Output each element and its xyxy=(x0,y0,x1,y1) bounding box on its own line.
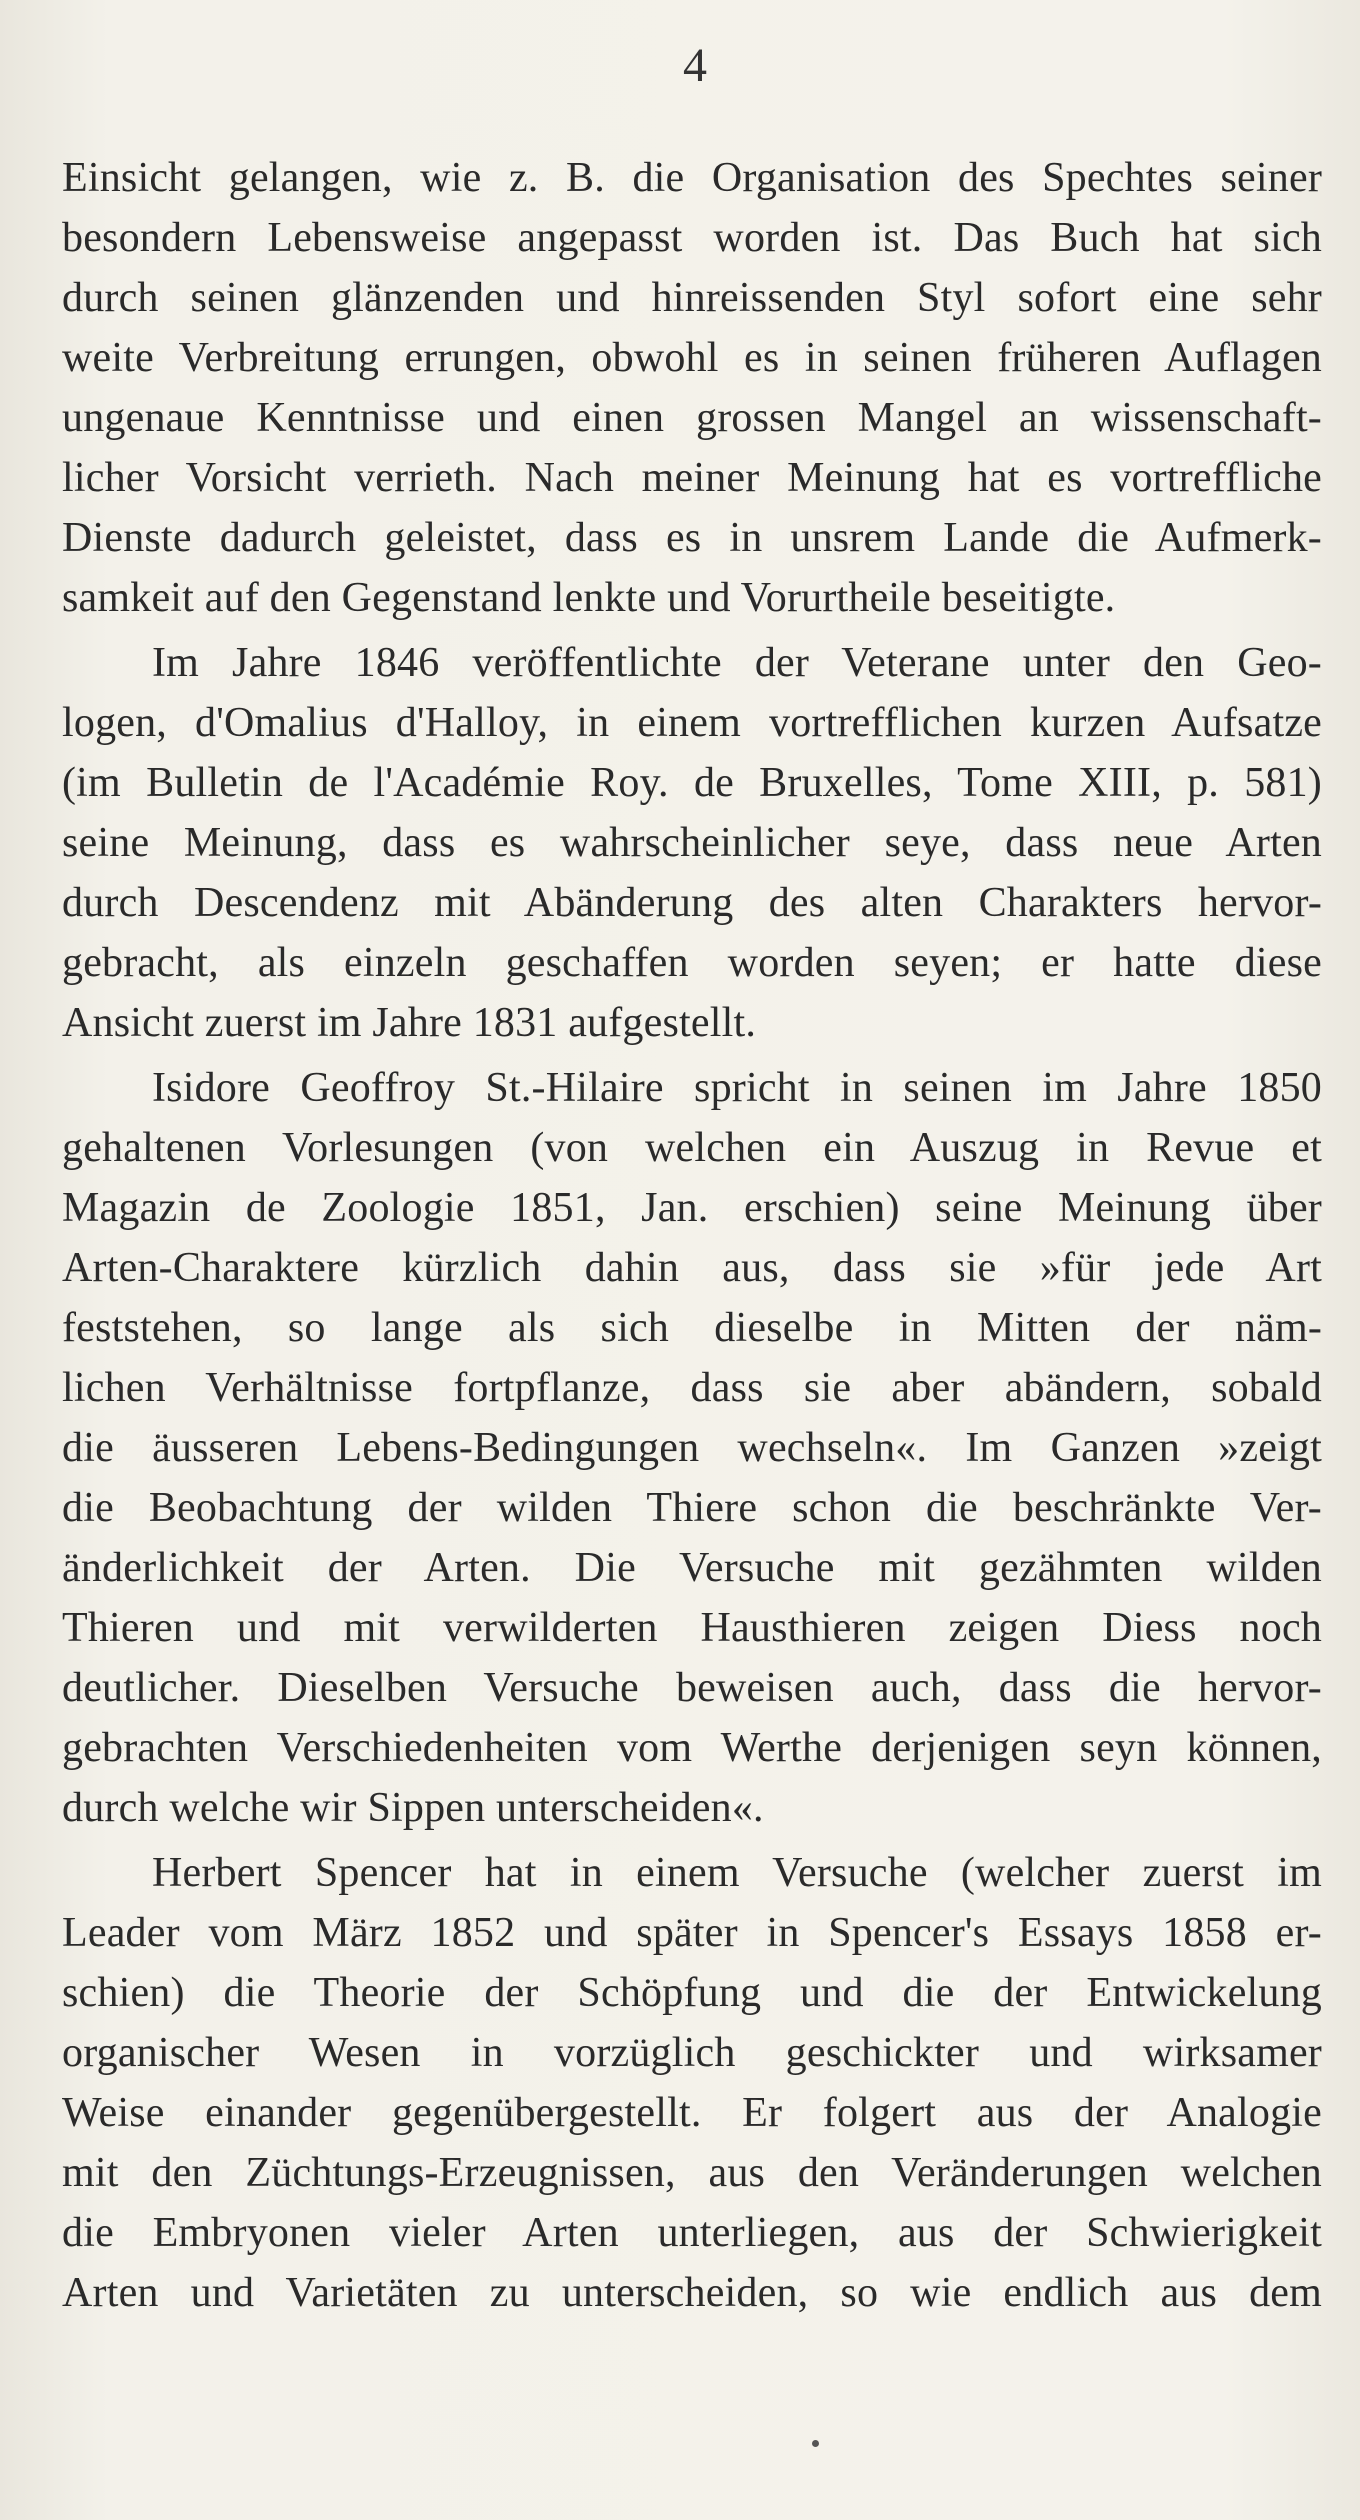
text-line: Leader vom März 1852 und später in Spencer's Essays 1858 er- xyxy=(62,1910,1322,1956)
text-line: licher Vorsicht verrieth. Nach meiner Meinung hat es vortreffliche xyxy=(62,455,1322,501)
text-line: Weise einander gegenübergestellt. Er folgert aus der Analogie xyxy=(62,2090,1322,2136)
text-line: Herbert Spencer hat in einem Versuche (welcher zuerst im xyxy=(152,1850,1322,1896)
text-line: deutlicher. Dieselben Versuche beweisen auch, dass die hervor- xyxy=(62,1665,1322,1711)
text-line: Einsicht gelangen, wie z. B. die Organisation des Spechtes seiner xyxy=(62,155,1322,201)
text-line: besondern Lebensweise angepasst worden ist. Das Buch hat sich xyxy=(62,215,1322,261)
text-line: änderlichkeit der Arten. Die Versuche mit gezähmten wilden xyxy=(62,1545,1322,1591)
text-line: Magazin de Zoologie 1851, Jan. erschien) seine Meinung über xyxy=(62,1185,1322,1231)
text-line: Thieren und mit verwilderten Hausthieren zeigen Diess noch xyxy=(62,1605,1322,1651)
text-line: gehaltenen Vorlesungen (von welchen ein Auszug in Revue et xyxy=(62,1125,1322,1171)
text-line: mit den Züchtungs-Erzeugnissen, aus den Veränderungen welchen xyxy=(62,2150,1322,2196)
text-line: lichen Verhältnisse fortpflanze, dass sie aber abändern, sobald xyxy=(62,1365,1322,1411)
text-line: gebracht, als einzeln geschaffen worden seyen; er hatte diese xyxy=(62,940,1322,986)
text-line: logen, d'Omalius d'Halloy, in einem vortrefflichen kurzen Aufsatze xyxy=(62,700,1322,746)
body-text xyxy=(62,148,1322,2323)
text-line: durch Descendenz mit Abänderung des alten Charakters hervor- xyxy=(62,880,1322,926)
text-line: samkeit auf den Gegenstand lenkte und Vorurtheile beseitigte. xyxy=(62,575,1116,621)
text-line: Isidore Geoffroy St.-Hilaire spricht in seinen im Jahre 1850 xyxy=(152,1065,1322,1111)
text-line: Arten und Varietäten zu unterscheiden, so wie endlich aus dem xyxy=(62,2270,1322,2316)
text-line: Im Jahre 1846 veröffentlichte der Veterane unter den Geo- xyxy=(152,640,1322,686)
text-line: die Embryonen vieler Arten unterliegen, aus der Schwierigkeit xyxy=(62,2210,1322,2256)
text-line: Ansicht zuerst im Jahre 1831 aufgestellt. xyxy=(62,1000,757,1046)
text-line: schien) die Theorie der Schöpfung und die der Entwickelung xyxy=(62,1970,1322,2016)
text-line: ungenaue Kenntnisse und einen grossen Mangel an wissenschaft- xyxy=(62,395,1322,441)
text-line: durch welche wir Sippen unterscheiden«. xyxy=(62,1785,764,1831)
text-line: die Beobachtung der wilden Thiere schon die beschränkte Ver- xyxy=(62,1485,1322,1531)
text-line: feststehen, so lange als sich dieselbe in Mitten der näm- xyxy=(62,1305,1322,1351)
text-line: (im Bulletin de l'Académie Roy. de Bruxelles, Tome XIII, p. 581) xyxy=(62,760,1322,806)
page-number: 4 xyxy=(683,39,707,92)
text-line: Dienste dadurch geleistet, dass es in unsrem Lande die Aufmerk- xyxy=(62,515,1322,561)
text-line: die äusseren Lebens-Bedingungen wechseln«. Im Ganzen »zeigt xyxy=(62,1425,1322,1471)
ink-speck xyxy=(812,2440,819,2447)
text-line: durch seinen glänzenden und hinreissenden Styl sofort eine sehr xyxy=(62,275,1322,321)
text-line: organischer Wesen in vorzüglich geschickter und wirksamer xyxy=(62,2030,1322,2076)
text-line: Arten-Charaktere kürzlich dahin aus, dass sie »für jede Art xyxy=(62,1245,1322,1291)
text-line: weite Verbreitung errungen, obwohl es in seinen früheren Auflagen xyxy=(62,335,1322,381)
text-line: seine Meinung, dass es wahrscheinlicher seye, dass neue Arten xyxy=(62,820,1322,866)
text-line: gebrachten Verschiedenheiten vom Werthe derjenigen seyn können, xyxy=(62,1725,1322,1771)
